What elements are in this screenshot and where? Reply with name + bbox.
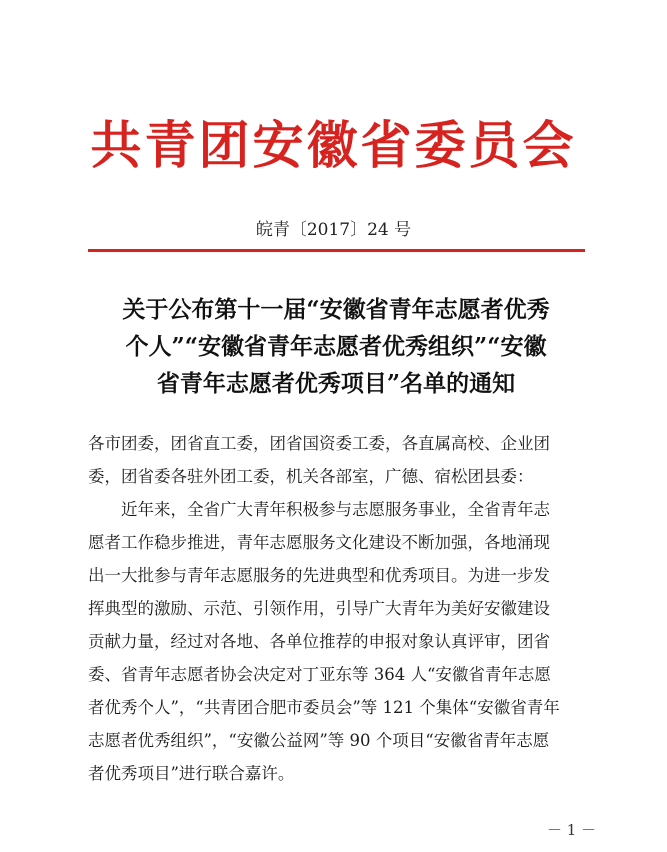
- notice-title-line: 个人”“安徽省青年志愿者优秀组织”“安徽: [125, 333, 547, 360]
- paragraph-line: 愿者工作稳步推进，青年志愿服务文化建设不断加强，各地涌现: [88, 533, 550, 552]
- paragraph-line: 贡献力量，经过对各地、各单位推荐的申报对象认真评审，团省: [88, 632, 550, 651]
- paragraph-line: 志愿者优秀组织”，“安徽公益网”等 90 个项目“安徽省青年志愿: [88, 731, 550, 750]
- paragraph-line: 近年来，全省广大青年积极参与志愿服务事业，全省青年志: [121, 500, 550, 519]
- document-number: 皖青〔2017〕24 号: [255, 220, 412, 240]
- paragraph-line: 者优秀个人”，“共青团合肥市委员会”等 121 个集体“安徽省青年: [88, 698, 560, 717]
- notice-body: [88, 427, 588, 790]
- notice-title: [76, 291, 596, 402]
- notice-title-line: 关于公布第十一届“安徽省青年志愿者优秀: [122, 296, 550, 323]
- paragraph-line: 委、省青年志愿者协会决定对丁亚东等 364 人“安徽省青年志愿: [88, 665, 551, 684]
- paragraph-line: 出一大批参与青年志愿服务的先进典型和优秀项目。为进一步发: [88, 566, 550, 585]
- page-number: － 1 －: [547, 821, 597, 839]
- red-divider-line: [88, 249, 585, 252]
- issuing-organization-title: 共青团安徽省委员会: [90, 116, 577, 176]
- notice-title-line: 省青年志愿者优秀项目”名单的通知: [156, 370, 516, 397]
- addressee-line: 委，团省委各驻外团工委，机关各部室，广德、宿松团县委：: [88, 467, 534, 486]
- paragraph-line: 挥典型的激励、示范、引领作用，引导广大青年为美好安徽建设: [88, 599, 550, 618]
- addressee-line: 各市团委，团省直工委，团省国资委工委，各直属高校、企业团: [88, 434, 550, 453]
- paragraph-line: 者优秀项目”进行联合嘉许。: [88, 764, 295, 783]
